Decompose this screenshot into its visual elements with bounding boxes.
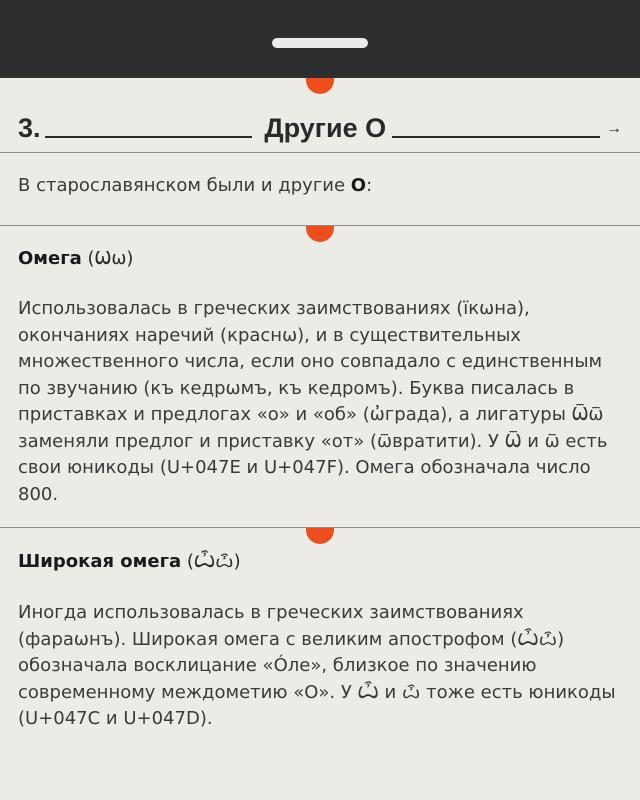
section-heading [18, 108, 622, 144]
section-title: Другие О [264, 113, 387, 143]
wide-omega-title-glyphs: (Ѽѽ) [181, 551, 241, 572]
wide-omega-title-bold: Широкая омега [18, 551, 182, 572]
omega-title [18, 248, 622, 269]
heading-rule-right [392, 136, 600, 138]
divider [0, 152, 640, 153]
intro-label: В старославянском были и другие [18, 175, 351, 196]
omega-paragraph: Использовалась в греческих заимствованиях (їкѡна), окончаниях наречий (краснѡ), и в существительных множественного числа, если оно совпадало с единственным по звучанию (къ кедрѡмъ, къ кедромъ). Буква писалась в приставках и предлогах «о» и «об» (ѡ̓града), а лигатуры Ѿѿ заменяли предлог и приставку «от» (ѿвратити). У Ѿ и ѿ есть свои юникоды (U+047E и U+047F). Омега обозначала число 800. [18, 298, 608, 505]
section-number: 3. [18, 113, 41, 143]
hanger-slot [272, 38, 368, 48]
arrow-right-icon[interactable]: → [606, 120, 623, 137]
intro-letter: О [350, 175, 367, 196]
omega-title-glyphs: (Ѡѡ) [81, 248, 134, 269]
heading-rule-left [45, 136, 253, 138]
wide-omega-title [18, 551, 622, 572]
intro-colon: : [366, 175, 373, 196]
omega-title-bold: Омега [18, 248, 82, 269]
wide-omega-paragraph: Иногда использовалась в греческих заимствованиях (фараѡнъ). Широкая омега с великим апострофом (Ѽѽ) обозначала восклицание «Óле», близкое по значению современному междометию «О». У Ѽ и ѽ тоже есть юникоды (U+047C и U+047D). [18, 602, 616, 729]
top-bar [0, 0, 640, 78]
intro-text [18, 175, 622, 196]
